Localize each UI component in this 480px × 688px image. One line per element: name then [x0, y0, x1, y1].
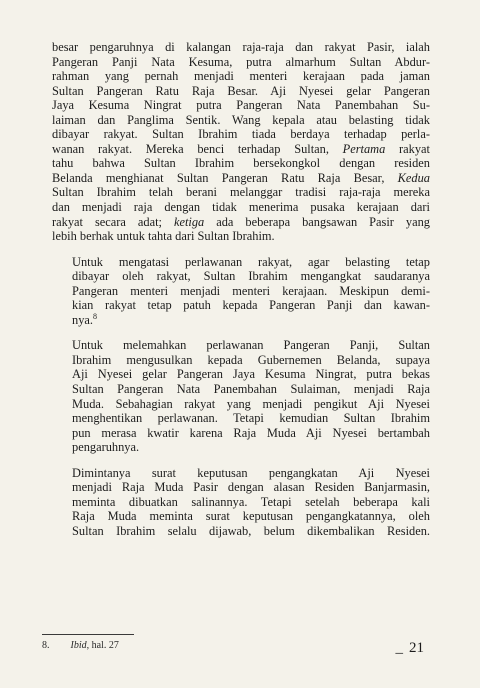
- text-line: Raja Muda meminta surat keputusan pengangkatannya, oleh: [72, 509, 430, 524]
- paragraph-4: [52, 466, 430, 539]
- text-line: Dimintanya surat keputusan pengangkatan Aji Nyesei: [72, 465, 430, 480]
- footnote-reference: 8: [93, 311, 97, 321]
- text-line: pun merasa kwatir karena Raja Muda Aji Nyesei bertambah: [72, 425, 430, 440]
- text-line: dan menjadi raja dengan tidak menerima pusaka kerajaan dari: [52, 200, 430, 215]
- text-line: lebih berhak untuk tahta dari Sultan Ibrahim.: [52, 229, 275, 244]
- text-line: Sultan Ibrahim telah berani melanggar tradisi raja-raja mereka: [52, 185, 430, 200]
- footnote-source: Ibid,: [70, 640, 90, 651]
- paragraph-2: [52, 255, 430, 328]
- text-line: Ibrahim mengusulkan kepada Gubernemen Belanda, supaya: [72, 352, 430, 367]
- page-number-dash: _: [395, 640, 403, 656]
- text-line: Aji Nyesei gelar Pangeran Jaya Kesuma Ningrat, putra bekas: [72, 367, 430, 382]
- page-number-block: [396, 640, 425, 657]
- paragraph-3: [52, 338, 430, 454]
- page-number: 21: [409, 640, 424, 656]
- text-line: besar pengaruhnya di kalangan raja-raja dan rakyat Pasir, ialah: [52, 40, 430, 54]
- text-line: Sultan Pangeran Ratu Raja Besar. Aji Nyesei gelar Pangeran: [52, 83, 430, 98]
- footnote: [42, 640, 119, 651]
- text-line: Untuk melemahkan perlawanan Pangeran Panji, Sultan: [72, 338, 430, 353]
- text-line: laiman dan Panglima Sentik. Wang kepala atau belasting tidak: [52, 112, 430, 127]
- italic-word: Kedua: [397, 170, 430, 185]
- body-text: [52, 40, 430, 550]
- text-line: kian rakyat tetap patuh kepada Pangeran Panji dan kawan-: [72, 298, 430, 313]
- text-line: Jaya Kesuma Ningrat putra Pangeran Nata Panembahan Su-: [52, 98, 430, 113]
- italic-word: Pertama: [342, 141, 386, 156]
- text-line: Sultan Ibrahim selalu dijawab, belum dikembalikan Residen.: [72, 523, 430, 538]
- text-line: Sultan Pangeran Nata Panembahan Sulaiman, menjadi Raja: [72, 382, 430, 397]
- text-line: Pangeran Panji Nata Kesuma, putra almarhum Sultan Abdur-: [52, 54, 430, 69]
- text-line: menghentikan perlawanan. Tetapi kemudian Sultan Ibrahim: [72, 411, 430, 426]
- text-line: rahman yang pernah menjadi menteri kerajaan pada jaman: [52, 69, 430, 84]
- text-line: dibayar oleh rakyat, Sultan Ibrahim mengangkat saudaranya: [72, 269, 430, 284]
- italic-word: ketiga: [173, 214, 205, 229]
- text-line: Untuk mengatasi perlawanan rakyat, agar belasting tetap: [72, 254, 430, 269]
- footnote-number: 8.: [42, 640, 50, 651]
- footnote-page: hal. 27: [91, 640, 119, 651]
- text-line: pengaruhnya.: [72, 440, 140, 455]
- text-fragment: nya.: [72, 312, 93, 327]
- text-line: dibayar rakyat. Sultan Ibrahim tiada berdaya terhadap perla-: [52, 127, 430, 142]
- text-line-italic-ketiga: rakyat secara adat; ketiga ada beberapa bangsawan Pasir yang: [52, 214, 430, 229]
- text-line-with-footnote: [52, 313, 430, 328]
- text-line: Muda. Sebahagian rakyat yang menjadi pengikut Aji Nyesei: [72, 396, 430, 411]
- paragraph-1: [52, 40, 430, 244]
- text-line: meminta dibuatkan salinannya. Tetapi setelah beberapa kali: [72, 494, 430, 509]
- text-line: Pangeran menteri menjadi menteri kerajaan. Meskipun demi-: [72, 283, 430, 298]
- text-line-italic-kedua: Belanda menghianat Sultan Pangeran Ratu Raja Besar, Kedua: [52, 170, 430, 185]
- text-line-italic-pertama: wanan rakyat. Mereka benci terhadap Sultan, Pertama rakyat: [52, 141, 430, 156]
- footnote-divider: [42, 634, 134, 635]
- text-line: menjadi Raja Muda Pasir dengan alasan Residen Banjarmasin,: [72, 480, 430, 495]
- text-line: tahu bahwa Sultan Ibrahim bersekongkol dengan residen: [52, 156, 430, 171]
